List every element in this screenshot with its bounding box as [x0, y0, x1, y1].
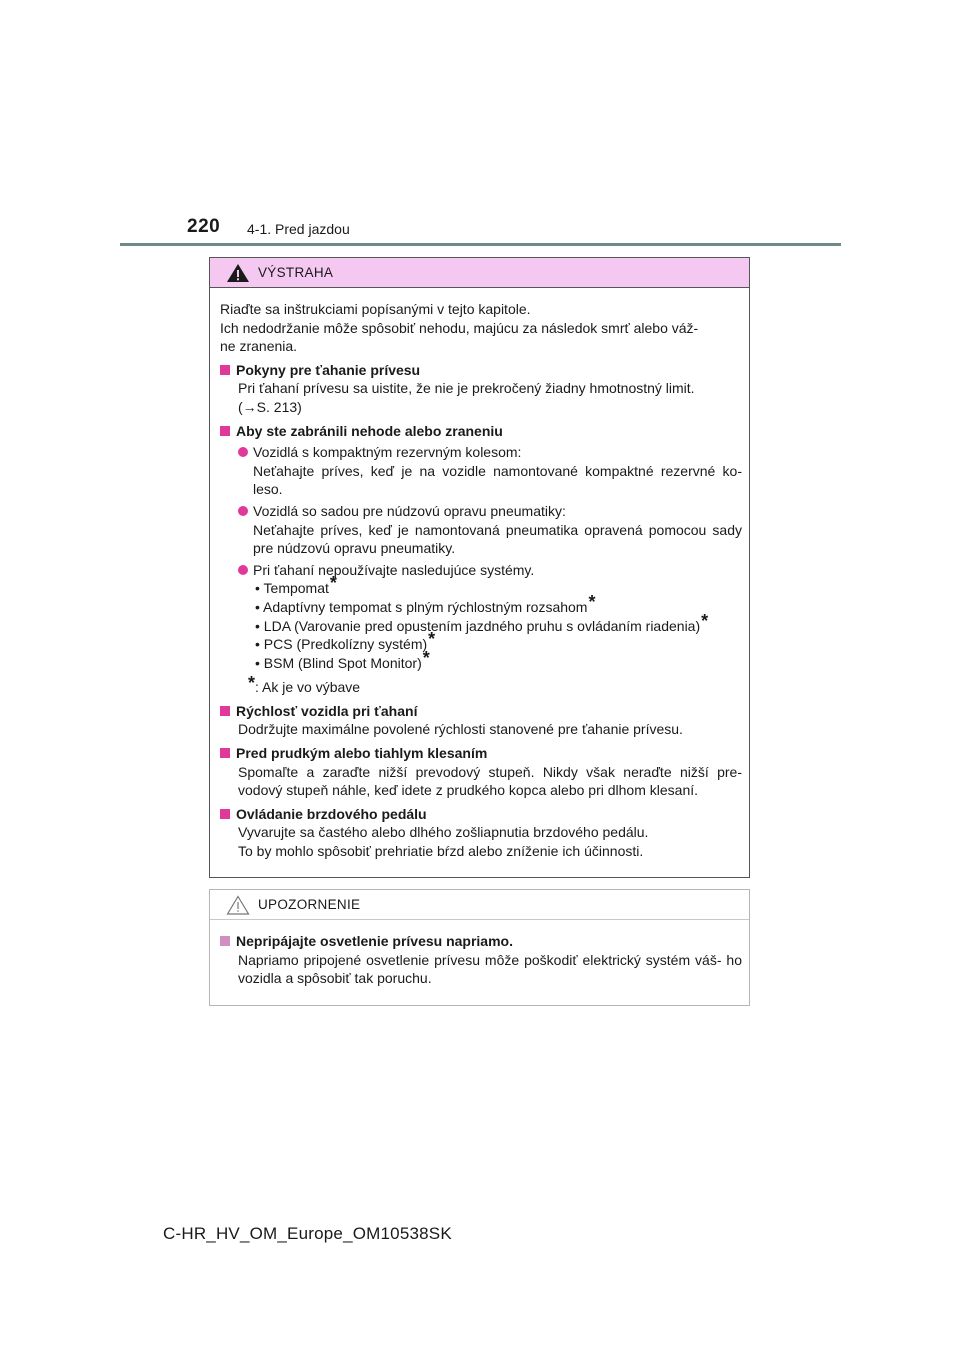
system-item: • PCS (Predkolízny systém)*	[255, 629, 436, 653]
list-item	[238, 502, 742, 558]
notice-item	[220, 932, 742, 988]
section-brake	[220, 805, 742, 861]
warning-header	[210, 258, 749, 288]
intro-line: ne zranenia.	[220, 338, 298, 355]
square-bullet-icon	[220, 748, 230, 758]
section-speed	[220, 702, 742, 739]
notice-body	[210, 920, 749, 988]
warning-triangle-icon	[226, 263, 250, 283]
circle-bullet-icon	[238, 506, 248, 516]
section-text: To by mohlo spôsobiť prehriatie bŕzd alebo zníženie ich účinnosti.	[238, 843, 644, 860]
asterisk-mark: *	[422, 647, 430, 668]
section-heading: Pokyny pre ťahanie prívesu	[236, 361, 421, 378]
section-prevent-accidents	[220, 422, 742, 697]
section-heading: Rýchlosť vozidla pri ťahaní	[236, 702, 418, 719]
warning-body	[210, 288, 749, 861]
circle-bullet-icon	[238, 565, 248, 575]
section-heading: Pred prudkým alebo tiahlym klesaním	[236, 745, 488, 762]
asterisk-mark: *	[329, 573, 337, 594]
section-text: Napriamo pripojené osvetlenie prívesu môže poškodiť elektrický systém váš- ho vozidla a spôsobiť tak poruchu.	[238, 951, 742, 987]
bullet-lead: Pri ťahaní nepoužívajte nasledujúce systémy.	[253, 561, 535, 578]
section-text: Pri ťahaní prívesu sa uistite, že nie je prekročený žiadny hmotnostný limit.	[238, 380, 695, 397]
asterisk-mark: *	[588, 591, 596, 612]
list-item	[238, 561, 742, 673]
section-slope	[220, 744, 742, 800]
circle-bullet-icon	[238, 447, 248, 457]
section-text: Vyvarujte sa častého alebo dlhého zošliapnutia brzdového pedálu.	[238, 824, 649, 841]
notice-box	[209, 889, 750, 1006]
system-item: • Adaptívny tempomat s plným rýchlostným rozsahom*	[255, 591, 596, 615]
section-text: (→S. 213)	[238, 398, 302, 415]
notice-header	[210, 890, 749, 920]
page-number: 220	[187, 216, 221, 237]
bullet-text: Neťahajte príves, keď je na vozidle namontované kompaktné rezervné ko- leso.	[253, 462, 742, 498]
square-bullet-icon	[220, 936, 230, 946]
document-code: C-HR_HV_OM_Europe_OM10538SK	[163, 1224, 452, 1243]
system-item: • Tempomat*	[255, 573, 337, 597]
header-rule	[120, 243, 841, 246]
notice-triangle-icon	[226, 895, 250, 915]
square-bullet-icon	[220, 706, 230, 716]
system-item: • BSM (Blind Spot Monitor)*	[255, 647, 430, 671]
notice-title: UPOZORNENIE	[258, 897, 361, 912]
list-item	[238, 443, 742, 499]
square-bullet-icon	[220, 426, 230, 436]
system-item: • LDA (Varovanie pred opustením jazdného pruhu s ovládaním riadenia)*	[255, 610, 709, 634]
section-heading: Ovládanie brzdového pedálu	[236, 805, 427, 822]
section-heading: Aby ste zabránili nehode alebo zraneniu	[236, 422, 503, 439]
section-text: Dodržujte maximálne povolené rýchlosti stanovené pre ťahanie prívesu.	[238, 721, 683, 738]
square-bullet-icon	[220, 365, 230, 375]
asterisk-mark: *	[701, 610, 709, 631]
bullet-text: Neťahajte príves, keď je namontovaná pneumatika opravená pomocou sady pre núdzovú opravu pneumatiky.	[253, 521, 742, 557]
asterisk-mark: *	[428, 629, 436, 650]
footnote: *: Ak je vo výbave	[248, 673, 361, 696]
square-bullet-icon	[220, 809, 230, 819]
bullet-lead: Vozidlá s kompaktným rezervným kolesom:	[253, 444, 522, 461]
bullet-lead: Vozidlá so sadou pre núdzovú opravu pneumatiky:	[253, 502, 566, 519]
section-title: 4-1. Pred jazdou	[247, 221, 350, 237]
section-heading: Nepripájajte osvetlenie prívesu napriamo.	[236, 933, 513, 949]
intro-line: Riaďte sa inštrukciami popísanými v tejto kapitole.	[220, 301, 531, 317]
intro-line: Ich nedodržanie môže spôsobiť nehodu, majúcu za následok smrť alebo váž-	[220, 319, 699, 336]
section-towing-instructions	[220, 361, 742, 417]
section-text: Spomaľte a zaraďte nižší prevodový stupeň. Nikdy však neraďte nižší pre- vodový stupeň náhle, keď idete z prudkého kopca alebo pri dlhom klesaní.	[238, 763, 742, 799]
warning-box	[209, 257, 750, 878]
warning-title: VÝSTRAHA	[258, 265, 334, 280]
